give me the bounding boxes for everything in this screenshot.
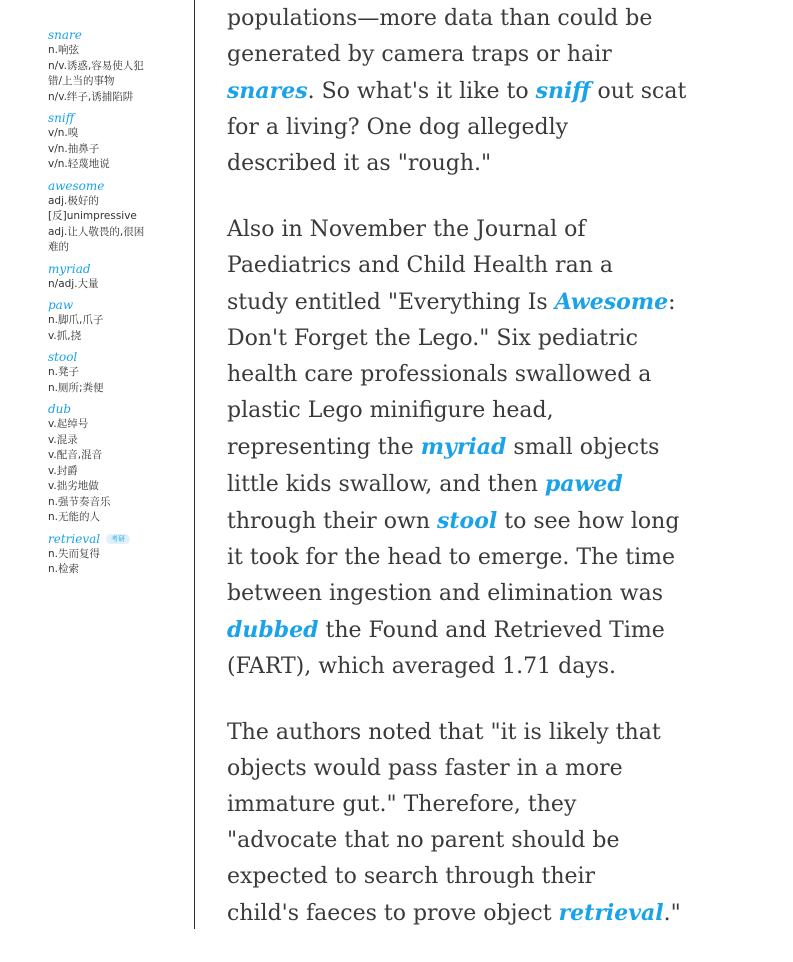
vocab-definition: v.混录 bbox=[48, 433, 78, 446]
vocab-definition: n.无能的人 bbox=[48, 511, 100, 523]
text-fragment: representing the bbox=[227, 435, 421, 460]
vocab-word-row[interactable] bbox=[48, 532, 188, 547]
vocab-definition: n.脚爪,爪子 bbox=[48, 314, 104, 326]
paragraph-3 bbox=[227, 715, 787, 932]
vocab-definition: n.失而复得 bbox=[48, 547, 100, 560]
text-line bbox=[227, 895, 787, 932]
vocab-definition: n/v.诱惑,容易使人犯 bbox=[48, 59, 144, 72]
text-fragment: through their own bbox=[227, 509, 437, 534]
paragraph-2 bbox=[227, 212, 787, 685]
text-fragment: study entitled "Everything Is bbox=[227, 290, 555, 315]
vocab-word[interactable]: paw bbox=[48, 298, 74, 312]
vocab-definition: v/n.嗅 bbox=[48, 127, 79, 139]
text-line bbox=[227, 73, 787, 110]
text-line bbox=[227, 429, 787, 466]
vocab-definition: adj.让人敬畏的,很困 bbox=[48, 225, 145, 238]
vocab-entry-sniff[interactable] bbox=[48, 111, 188, 173]
vocab-definition: n.厕所;粪便 bbox=[48, 381, 104, 394]
keyword-myriad[interactable]: myriad bbox=[420, 434, 507, 460]
vocab-entry-awesome[interactable] bbox=[48, 179, 188, 256]
vocab-definition: n.强节奏音乐 bbox=[48, 495, 111, 508]
vocab-definition: [反]unimpressive bbox=[48, 210, 137, 222]
vocab-definition: n/adj.大量 bbox=[48, 277, 99, 290]
text-line: generated by camera traps or hair bbox=[227, 42, 612, 67]
vocabulary-sidebar bbox=[48, 28, 188, 584]
vocab-word[interactable]: snare bbox=[48, 28, 82, 42]
text-line bbox=[227, 612, 787, 649]
text-fragment: out scat bbox=[590, 79, 687, 104]
vocab-word[interactable]: myriad bbox=[48, 261, 91, 276]
text-line: described it as "rough." bbox=[227, 151, 492, 176]
vocab-definition: v/n.抽鼻子 bbox=[48, 142, 100, 155]
vocab-entry-snare[interactable] bbox=[48, 28, 188, 105]
text-fragment: : bbox=[668, 290, 676, 315]
vocab-entry-stool[interactable] bbox=[48, 350, 188, 396]
text-line: immature gut." Therefore, they bbox=[227, 792, 577, 817]
vocab-entry-paw[interactable] bbox=[48, 298, 188, 344]
text-line bbox=[227, 503, 787, 540]
vocab-word[interactable]: retrieval bbox=[48, 531, 101, 546]
text-line: for a living? One dog allegedly bbox=[227, 115, 569, 140]
text-fragment: the Found and Retrieved Time bbox=[318, 618, 665, 643]
text-line bbox=[227, 466, 787, 503]
paragraph-1 bbox=[227, 1, 787, 182]
text-line: plastic Lego minifigure head, bbox=[227, 398, 554, 423]
text-line: populations—more data than could be bbox=[227, 6, 653, 31]
text-line: objects would pass faster in a more bbox=[227, 756, 623, 781]
vocab-definition: n.响弦 bbox=[48, 44, 79, 56]
keyword-sniff[interactable]: sniff bbox=[535, 78, 591, 104]
vocab-entry-myriad[interactable] bbox=[48, 262, 188, 293]
text-fragment: . So what's it like to bbox=[307, 79, 536, 104]
text-line bbox=[227, 284, 787, 321]
keyword-dubbed[interactable]: dubbed bbox=[227, 617, 319, 643]
text-fragment: little kids swallow, and then bbox=[227, 472, 545, 497]
text-line: between ingestion and elimination was bbox=[227, 581, 664, 606]
text-fragment: to see how long bbox=[497, 509, 680, 534]
vocab-definition: v.拙劣地做 bbox=[48, 480, 99, 492]
text-line: Don't Forget the Lego." Six pediatric bbox=[227, 326, 638, 351]
keyword-pawed[interactable]: pawed bbox=[544, 471, 623, 497]
text-line: it took for the head to emerge. The time bbox=[227, 545, 676, 570]
vocab-word[interactable]: awesome bbox=[48, 178, 105, 193]
vocab-entry-retrieval[interactable] bbox=[48, 532, 188, 578]
text-line: "advocate that no parent should be bbox=[227, 828, 620, 853]
text-fragment: ." bbox=[663, 901, 681, 926]
keyword-retrieval[interactable]: retrieval bbox=[558, 900, 664, 926]
text-line: (FART), which averaged 1.71 days. bbox=[227, 654, 617, 679]
vocab-definition: v.封爵 bbox=[48, 464, 78, 477]
vocab-definition: n.凳子 bbox=[48, 366, 79, 378]
keyword-stool[interactable]: stool bbox=[437, 508, 498, 534]
vocab-word[interactable]: stool bbox=[48, 350, 78, 364]
text-line: The authors noted that "it is likely that bbox=[227, 720, 661, 745]
text-line: health care professionals swallowed a bbox=[227, 362, 652, 387]
text-fragment: small objects bbox=[506, 435, 660, 460]
vocab-definition: adj.极好的 bbox=[48, 194, 99, 207]
keyword-awesome[interactable]: Awesome bbox=[554, 289, 669, 315]
text-line: Also in November the Journal of bbox=[227, 217, 586, 242]
column-divider bbox=[194, 0, 195, 929]
vocab-definition: v.抓,挠 bbox=[48, 329, 82, 342]
vocab-word[interactable]: dub bbox=[48, 402, 72, 416]
keyword-snares[interactable]: snares bbox=[227, 78, 308, 104]
text-fragment: child's faeces to prove object bbox=[227, 901, 559, 926]
vocab-definition: 难的 bbox=[48, 241, 69, 253]
vocab-definition: n.检索 bbox=[48, 563, 79, 575]
text-line: expected to search through their bbox=[227, 864, 596, 889]
vocab-definition: v.起绰号 bbox=[48, 418, 89, 430]
vocab-entry-dub[interactable] bbox=[48, 402, 188, 526]
article-body bbox=[227, 1, 787, 962]
vocab-definition: v.配音,混音 bbox=[48, 449, 103, 461]
text-line: Paediatrics and Child Health ran a bbox=[227, 253, 613, 278]
vocab-definition: n/v.绊子,诱捕陷阱 bbox=[48, 90, 134, 103]
exam-badge: 考研 bbox=[106, 534, 130, 544]
vocab-word[interactable]: sniff bbox=[48, 111, 75, 125]
vocab-definition: v/n.轻蔑地说 bbox=[48, 158, 110, 170]
vocab-definition: 错/上当的事物 bbox=[48, 75, 115, 87]
